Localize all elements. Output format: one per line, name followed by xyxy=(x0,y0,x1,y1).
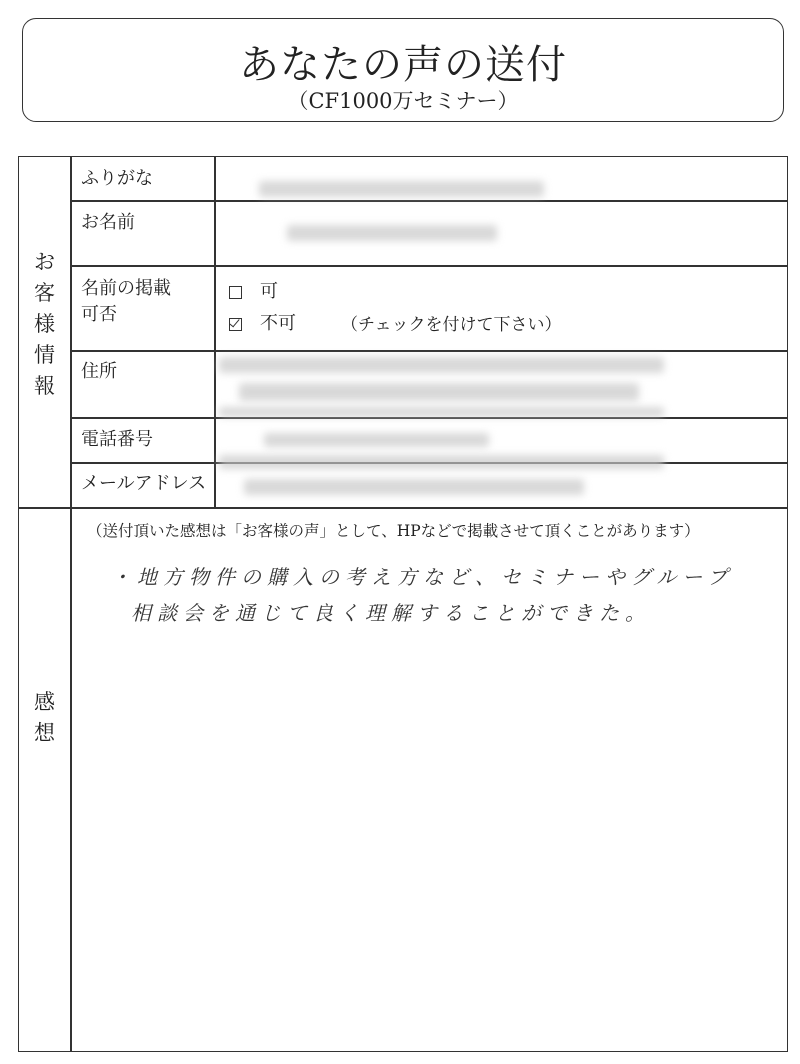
impression-section-label: 感 想 xyxy=(34,690,55,745)
label-value-divider xyxy=(214,157,216,507)
name-label: お名前 xyxy=(81,212,135,233)
row-divider xyxy=(70,200,788,202)
phone-label: 電話番号 xyxy=(81,429,153,450)
publish-allow-option[interactable]: 可 xyxy=(229,277,278,303)
publish-deny-checkbox[interactable] xyxy=(229,318,242,331)
publish-allow-checkbox[interactable] xyxy=(229,286,242,299)
furigana-redacted xyxy=(259,181,544,197)
handwritten-impression-line2: 相談会を通じて良く理解することができた。 xyxy=(131,601,651,625)
address-redacted-line2 xyxy=(239,383,639,401)
publish-permission-label: 名前の掲載 可否 xyxy=(81,278,171,325)
email-redacted-highlight xyxy=(219,455,664,469)
publish-instruction: （チェックを付けて下さい） xyxy=(341,315,562,335)
publish-deny-option[interactable]: 不可 xyxy=(229,309,296,335)
form-subtitle: （CF1000万セミナー） xyxy=(287,89,519,113)
customer-form xyxy=(18,156,788,1052)
form-title: あなたの声の送付 xyxy=(239,42,567,88)
phone-redacted xyxy=(264,433,489,447)
handwritten-impression-line1: ・地方物件の購入の考え方など、セミナーやグループ xyxy=(111,565,734,589)
row-divider xyxy=(70,350,788,352)
section-divider xyxy=(19,507,788,509)
address-redacted-line1 xyxy=(219,357,664,373)
impression-note: （送付頂いた感想は「お客様の声」として、HPなどで掲載させて頂くことがあります） xyxy=(87,522,700,540)
customer-info-section-label: お 客 様 情 報 xyxy=(34,250,55,398)
row-divider xyxy=(70,417,788,419)
name-redacted xyxy=(287,225,497,241)
email-redacted xyxy=(244,479,584,495)
furigana-label: ふりがな xyxy=(81,168,153,189)
email-label: メールアドレス xyxy=(81,473,207,494)
row-divider xyxy=(70,265,788,267)
address-label: 住所 xyxy=(81,361,117,382)
address-redacted-line3 xyxy=(219,407,664,417)
left-column-divider xyxy=(70,157,72,1051)
title-box xyxy=(22,18,784,122)
